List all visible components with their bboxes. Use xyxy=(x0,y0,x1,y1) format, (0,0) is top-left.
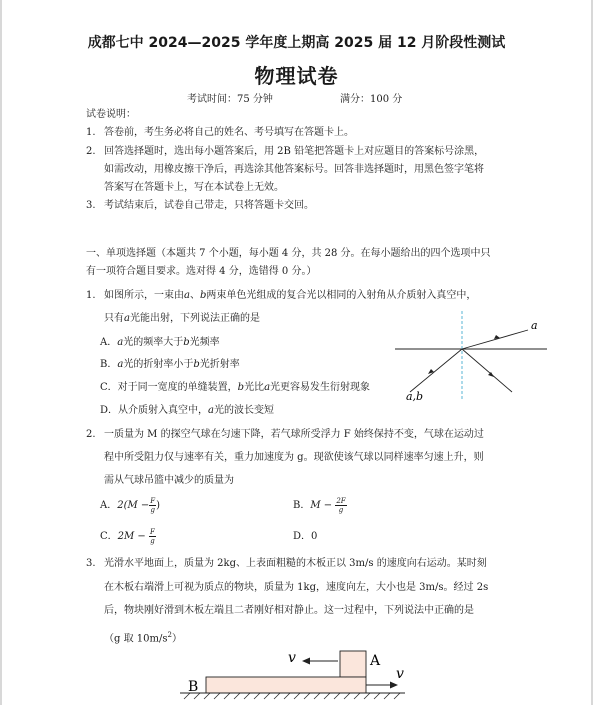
board-velocity-arrow-icon xyxy=(390,682,398,689)
ground-hatching xyxy=(184,693,400,699)
q1-option-d[interactable]: D．从介质射入真空中，a光的波长变短 xyxy=(100,405,274,416)
q2-option-b[interactable]: B．M − $\frac{2F}{g}$ xyxy=(293,497,346,514)
ray-in-label: a,b xyxy=(406,390,424,403)
reflected-ray xyxy=(462,349,512,392)
q2-option-c[interactable]: C．2M − $\frac{F}{g}$ xyxy=(100,528,155,545)
block-velocity-arrow-icon xyxy=(302,658,310,665)
exam-subtitle: 物理试卷 xyxy=(254,64,339,88)
instruction-3-num: 3. xyxy=(86,200,96,211)
exam-score: 满分：100 分 xyxy=(340,94,403,105)
instruction-3-text: 考试结束后，试卷自己带走，只将答题卡交回。 xyxy=(104,200,314,211)
block-velocity-label: v xyxy=(288,650,296,666)
q2-stem-line-3: 需从气球吊篮中减少的质量为 xyxy=(104,475,234,486)
q1-number: 1. xyxy=(86,290,96,301)
q2-option-a[interactable]: A．2(M − $\frac{F}{g}$ ) xyxy=(100,497,161,514)
exam-time: 考试时间：75 分钟 xyxy=(187,94,273,105)
q1-stem-line-1: 如图所示，一束由a、b两束单色光组成的复合光以相同的入射角从介质射入真空中， xyxy=(104,290,477,301)
instruction-1-text: 答卷前，考生务必将自己的姓名、考号填写在答题卡上。 xyxy=(104,127,354,138)
q1-stem-line-2: 只有a光能出射，下列说法正确的是 xyxy=(104,313,260,324)
page-left-edge xyxy=(0,0,2,705)
q1-option-a[interactable]: A．a光的频率大于b光频率 xyxy=(100,337,220,348)
exam-title: 成都七中 2024—2025 学年度上期高 2025 届 12 月阶段性测试 xyxy=(87,35,506,51)
q2-number: 2. xyxy=(86,429,96,440)
instruction-2-line-3: 答案写在答题卡上，写在本试卷上无效。 xyxy=(104,182,284,193)
refracted-ray-a xyxy=(462,330,528,349)
board-b-label: B xyxy=(188,679,199,695)
board-b xyxy=(206,677,366,693)
section1-line-2: 有一项符合题目要求。选对得 4 分，选错得 0 分。） xyxy=(86,266,317,277)
instruction-2-line-2: 如需改动，用橡皮擦干净后，再选涂其他答案标号。回答非选择题时，用黑色签字笔将 xyxy=(104,164,484,175)
instruction-1-num: 1. xyxy=(86,127,96,138)
q2-stem-line-1: 一质量为 M 的探空气球在匀速下降，若气球所受浮力 F 始终保持不变，气球在运动过 xyxy=(104,429,484,440)
block-a-label: A xyxy=(370,653,381,669)
block-a xyxy=(340,651,366,677)
instruction-2-num: 2. xyxy=(86,146,96,157)
reflected-arrow-icon xyxy=(488,372,494,377)
q3-stem-line-3: 后，物块刚好滑到木板左端且二者刚好相对静止。这一过程中，下列说法中正确的是 xyxy=(104,605,474,616)
q1-refraction-figure xyxy=(390,306,560,406)
q3-stem-line-4: （g 取 $10m/s^2$） xyxy=(104,631,182,645)
q2-stem-line-2: 程中所受阻力仅与速率有关，重力加速度为 g。现欲使该气球以同样速率匀速上升，则 xyxy=(104,452,484,463)
board-velocity-label: v xyxy=(396,666,404,682)
q1-option-b[interactable]: B．a光的折射率小于b光折射率 xyxy=(100,359,240,370)
q3-board-figure xyxy=(180,645,420,703)
q2-option-d[interactable]: D．0 xyxy=(293,531,318,542)
q3-number: 3. xyxy=(86,558,96,569)
instruction-2-line-1: 回答选择题时，选出每小题答案后，用 2B 铅笔把答题卡上对应题目的答案标号涂黑， xyxy=(104,146,485,157)
section1-line-1: 一、单项选择题（本题共 7 个小题，每小题 4 分，共 28 分。在每小题给出的四个选项中只 xyxy=(86,248,491,259)
q3-stem-line-2: 在木板右端滑上可视为质点的物块，质量为 1kg，速度向左，大小也是 3m/s。经过 2s xyxy=(104,582,489,593)
q3-stem-line-1: 光滑水平地面上，质量为 2kg、上表面粗糙的木板正以 3m/s 的速度向右运动。某时刻 xyxy=(104,558,487,569)
q1-option-c[interactable]: C．对于同一宽度的单缝装置，b光比a光更容易发生衍射现象 xyxy=(100,382,371,393)
instructions-heading: 试卷说明： xyxy=(86,109,136,120)
incident-ray xyxy=(410,349,462,392)
ray-out-label: a xyxy=(531,319,538,332)
